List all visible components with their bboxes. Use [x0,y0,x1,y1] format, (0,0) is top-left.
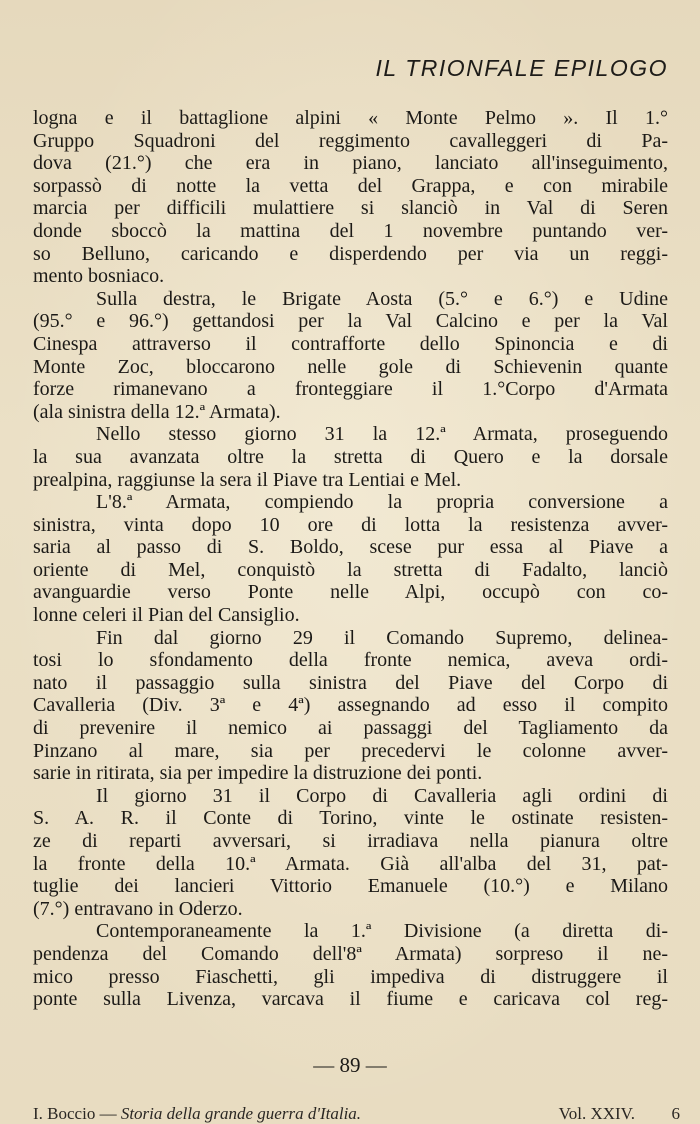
text-line: ze di reparti avversari, si irradiava nella pianura oltre [33,830,668,852]
text-line: Monte Zoc, bloccarono nelle gole di Schievenin quante [33,355,668,378]
text-line: mico presso Fiaschetti, gli impediva di distruggere il [33,965,668,988]
text-line: nato il passaggio sulla sinistra del Piave del Corpo di [33,671,668,694]
text-line: Nello stesso giorno 31 la 12.ª Armata, proseguendo [96,423,668,446]
paragraph [33,423,668,491]
text-line: avanguardie verso Ponte nelle Alpi, occupò con co- [33,581,668,604]
text-line: lonne celeri il Pian del Cansiglio. [33,604,300,627]
text-line: sarie in ritirata, sia per impedire la distruzione dei ponti. [33,762,483,785]
text-line: (7.°) entravano in Oderzo. [33,897,243,920]
text-line: logna e il battaglione alpini « Monte Pelmo ». Il 1.° [33,107,668,129]
footer-author: I. Boccio — [33,1104,117,1123]
text-line: la sua avanzata oltre la stretta di Quero e la dorsale [33,445,668,468]
text-line: donde sboccò la mattina del 1 novembre puntando ver- [33,219,668,242]
footer-volume: Vol. XXIV. [558,1104,635,1123]
paragraph [33,785,668,921]
paragraph [33,491,668,627]
paragraph [33,107,668,288]
text-line: (ala sinistra della 12.ª Armata). [33,400,281,423]
text-line: tosi lo sfondamento della fronte nemica, aveva ordi- [33,649,668,672]
text-line: (95.° e 96.°) gettandosi per la Val Calcino e per la Val [33,310,668,333]
text-line: Sulla destra, le Brigate Aosta (5.° e 6.°) e Udine [96,287,668,310]
paragraph [33,920,668,1010]
text-line: Gruppo Squadroni del reggimento cavalleggeri di Pa- [33,129,668,152]
text-line: Il giorno 31 il Corpo di Cavalleria agli ordini di [96,784,668,807]
text-line: oriente di Mel, conquistò la stretta di Fadalto, lanciò [33,558,668,581]
footer-signature-mark: 6 [671,1104,680,1123]
text-line: Contemporaneamente la 1.ª Divisione (a diretta di- [96,920,668,943]
text-line: la fronte della 10.ª Armata. Già all'alba del 31, pat- [33,852,668,875]
running-head: IL TRIONFALE EPILOGO [375,55,668,81]
body-text [33,107,668,1011]
text-line: tuglie dei lancieri Vittorio Emanuele (10.°) e Milano [33,875,668,898]
text-line: Pinzano al mare, sia per precedervi le colonne avver- [33,739,668,762]
text-line: Cinespa attraverso il contrafforte dello Spinoncia e di [33,332,668,355]
text-line: S. A. R. il Conte di Torino, vinte le ostinate resisten- [33,807,668,830]
text-line: prealpina, raggiunse la sera il Piave tra Lentiai e Mel. [33,468,462,491]
paragraph [33,288,668,424]
page-number: — 89 — [313,1053,387,1077]
text-line: Fin dal giorno 29 il Comando Supremo, delinea- [96,626,668,649]
text-line: di prevenire il nemico ai passaggi del Tagliamento da [33,717,668,740]
text-line: pendenza del Comando dell'8ª Armata) sorpreso il ne- [33,942,668,965]
text-line: ponte sulla Livenza, varcava il fiume e caricava col reg- [33,988,668,1011]
text-line: dova (21.°) che era in piano, lanciato all'inseguimento, [33,152,668,175]
text-line: L'8.ª Armata, compiendo la propria conversione a [96,491,668,514]
text-line: marcia per difficili mulattiere si slanciò in Val di Seren [33,197,668,220]
text-line: Cavalleria (Div. 3ª e 4ª) assegnando ad esso il compito [33,694,668,717]
text-line: forze rimanevano a fronteggiare il 1.°Corpo d'Armata [33,378,668,401]
text-line: mento bosniaco. [33,265,165,288]
text-line: saria al passo di S. Boldo, scese pur essa al Piave a [33,536,668,559]
footer-signature-line [33,1104,680,1124]
paragraph [33,627,668,785]
footer-title: Storia della grande guerra d'Italia. [120,1104,362,1123]
text-line: so Belluno, caricando e disperdendo per via un reggi- [33,242,668,265]
text-line: sorpassò di notte la vetta del Grappa, e con mirabile [33,174,668,197]
text-line: sinistra, vinta dopo 10 ore di lotta la resistenza avver- [33,513,668,536]
